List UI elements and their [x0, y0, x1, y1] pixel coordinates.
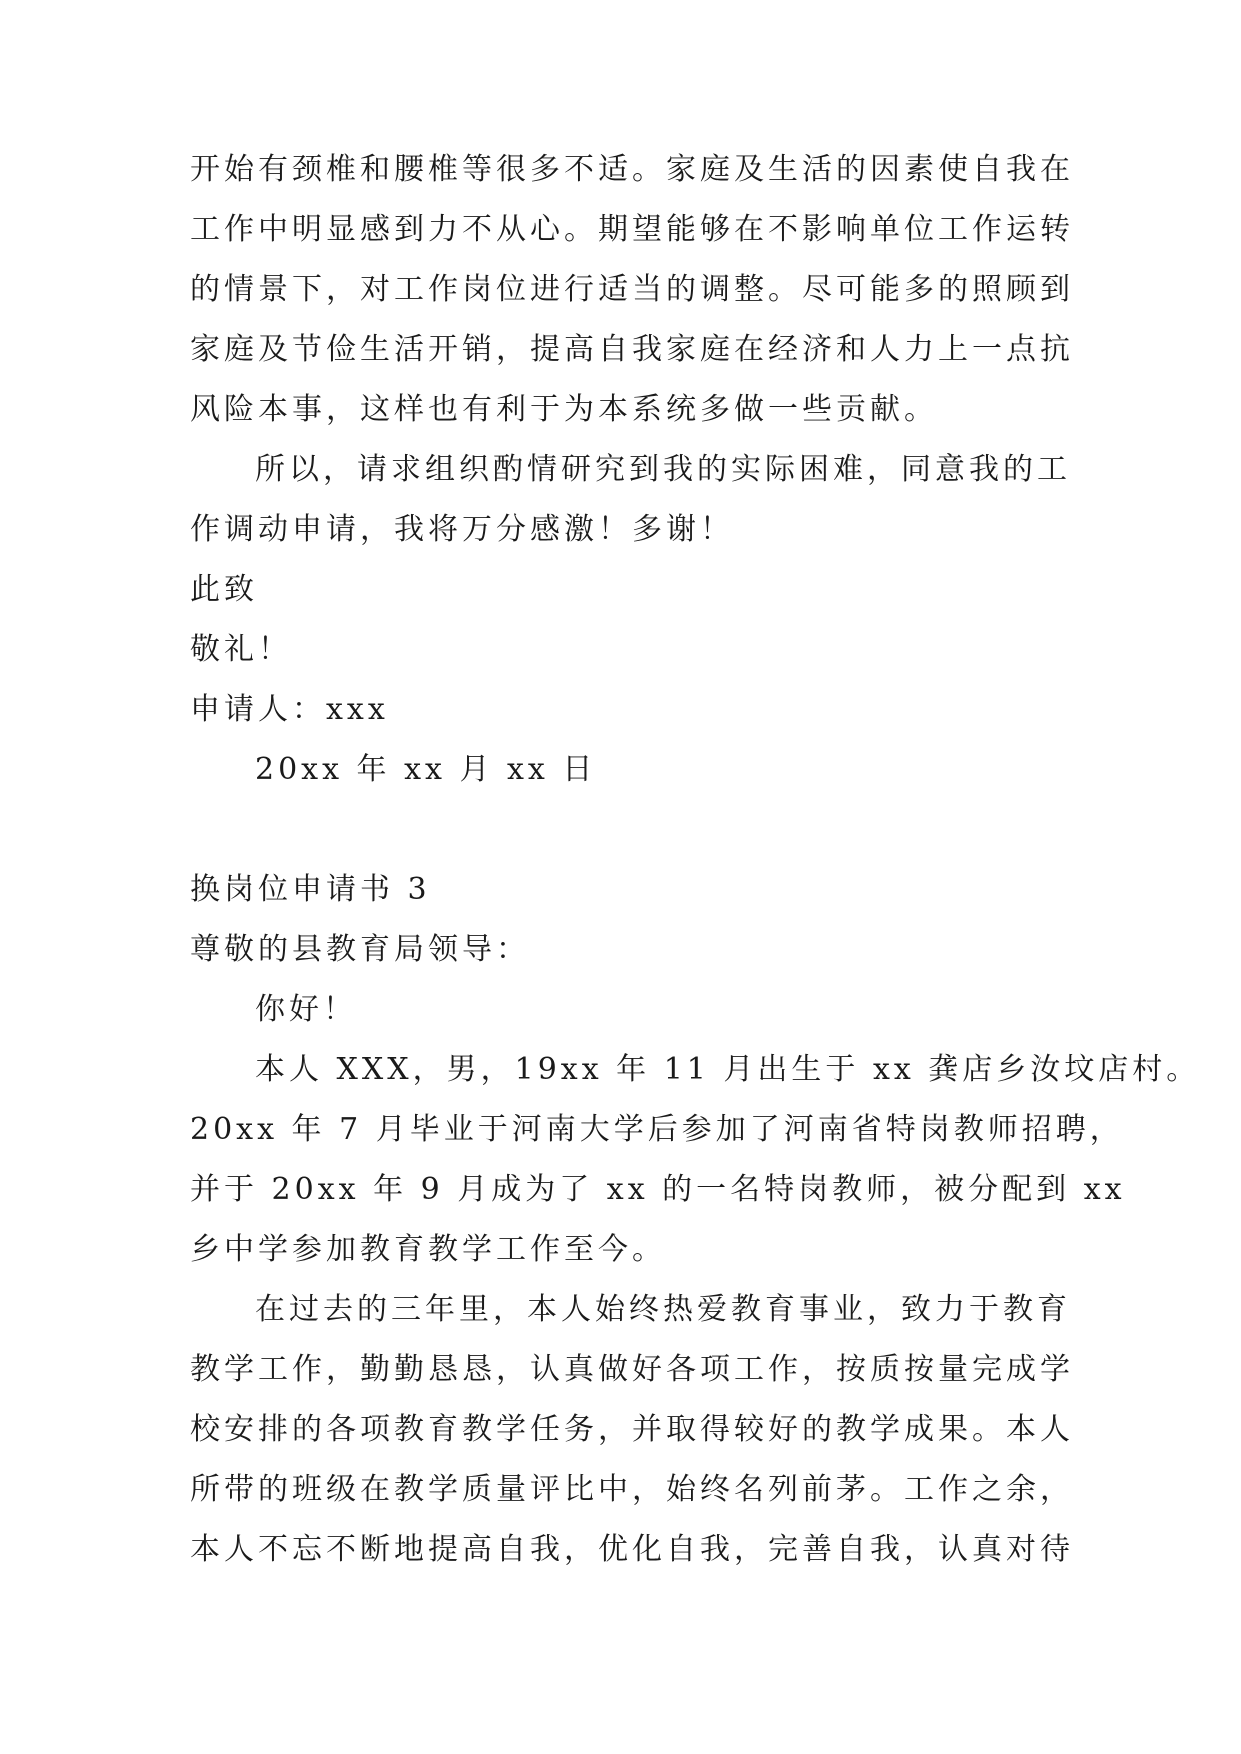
paragraph-line: 工作中明显感到力不从心。期望能够在不影响单位工作运转: [190, 212, 1074, 247]
paragraph-line: 校安排的各项教育教学任务，并取得较好的教学成果。本人: [190, 1412, 1074, 1447]
paragraph-line: 并于 20xx 年 9 月成为了 xx 的一名特岗教师，被分配到 xx: [190, 1172, 1126, 1207]
paragraph-line: 本人 XXX，男，19xx 年 11 月出生于 xx 龚店乡汝坟店村。: [255, 1052, 1201, 1087]
paragraph-line: 开始有颈椎和腰椎等很多不适。家庭及生活的因素使自我在: [190, 152, 1074, 187]
paragraph-line: 乡中学参加教育教学工作至今。: [190, 1232, 666, 1267]
paragraph-line: 在过去的三年里，本人始终热爱教育事业，致力于教育: [255, 1292, 1071, 1327]
paragraph-line: 本人不忘不断地提高自我，优化自我，完善自我，认真对待: [190, 1532, 1074, 1567]
greeting: 你好！: [255, 992, 357, 1027]
closing-salutation: 敬礼！: [190, 632, 292, 667]
date-line: 20xx 年 xx 月 xx 日: [255, 752, 597, 787]
paragraph-line: 的情景下，对工作岗位进行适当的调整。尽可能多的照顾到: [190, 272, 1074, 307]
closing-salutation: 此致: [190, 572, 258, 607]
paragraph-line: 风险本事，这样也有利于为本系统多做一些贡献。: [190, 392, 938, 427]
greeting-addressee: 尊敬的县教育局领导：: [190, 932, 530, 967]
paragraph-line: 作调动申请，我将万分感激！多谢！: [190, 512, 734, 547]
paragraph-line: 20xx 年 7 月毕业于河南大学后参加了河南省特岗教师招聘，: [190, 1112, 1124, 1147]
paragraph-line: 所带的班级在教学质量评比中，始终名列前茅。工作之余，: [190, 1472, 1074, 1507]
paragraph-line: 家庭及节俭生活开销，提高自我家庭在经济和人力上一点抗: [190, 332, 1074, 367]
section-title: 换岗位申请书 3: [190, 872, 431, 907]
applicant-signature: 申请人：xxx: [190, 692, 389, 727]
paragraph-line: 教学工作，勤勤恳恳，认真做好各项工作，按质按量完成学: [190, 1352, 1074, 1387]
paragraph-line: 所以，请求组织酌情研究到我的实际困难，同意我的工: [255, 452, 1071, 487]
